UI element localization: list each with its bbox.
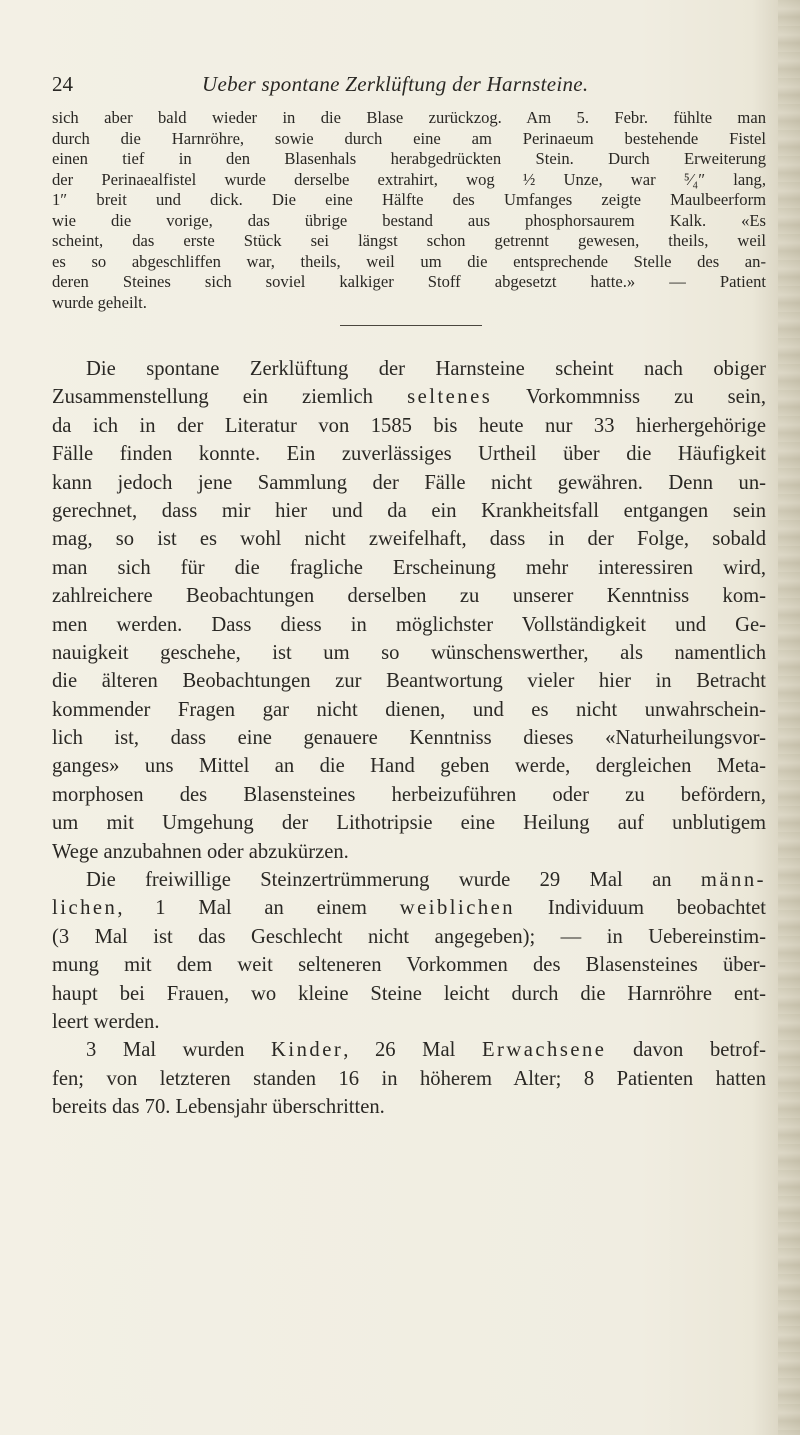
text-line: mag, so ist es wohl nicht zweifelhaft, dass in der Folge, sobald xyxy=(52,528,766,551)
text-line: die älteren Beobachtungen zur Beantwortung vieler hier in Betracht xyxy=(52,670,766,693)
page-number: 24 xyxy=(52,72,73,96)
case-line: 1″ breit und dick. Die eine Hälfte des Umfanges zeigte Maulbeerform xyxy=(52,190,766,209)
text-line: lichen, 1 Mal an einem weiblichen Individuum beobachtet xyxy=(52,897,766,920)
case-line: einen tief in den Blasenhals herabgedrückten Stein. Durch Erweiterung xyxy=(52,149,766,168)
text-line: da ich in der Literatur von 1585 bis heute nur 33 hierhergehörige xyxy=(52,414,766,437)
text-line: Die freiwillige Steinzertrümmerung wurde 29 Mal an männ- xyxy=(86,869,766,892)
case-line: wie die vorige, das übrige bestand aus phosphorsaurem Kalk. «Es xyxy=(52,210,766,230)
case-line: durch die Harnröhre, sowie durch eine am Perinaeum bestehende Fistel xyxy=(52,128,766,148)
text-line: Zusammenstellung ein ziemlich seltenes Vorkommniss zu sein, xyxy=(52,386,766,409)
text-line: (3 Mal ist das Geschlecht nicht angegeben); — in Uebereinstim- xyxy=(52,925,766,948)
text-line: Wege anzubahnen oder abzukürzen. xyxy=(52,840,349,863)
running-title: Ueber spontane Zerklüftung der Harnsteine. xyxy=(202,72,589,96)
case-line: deren Steines sich soviel kalkiger Stoff abgesetzt hatte.» — Patient xyxy=(52,272,766,291)
text-line: 3 Mal wurden Kinder, 26 Mal Erwachsene davon betrof- xyxy=(86,1039,766,1062)
text-line: ganges» uns Mittel an die Hand geben werde, dergleichen Meta- xyxy=(52,755,766,778)
text-line: lich ist, dass eine genauere Kenntniss dieses «Naturheilungsvor- xyxy=(52,727,766,750)
text-line: man sich für die fragliche Erscheinung mehr interessiren wird, xyxy=(52,556,766,579)
emphasis-seltenes: seltenes xyxy=(407,386,493,409)
text-line: bereits das 70. Lebensjahr überschritten. xyxy=(52,1096,385,1119)
emphasis-maennlichen: männ- xyxy=(700,869,766,892)
emphasis-lichen: lichen xyxy=(52,897,118,920)
text-line: Fälle finden konnte. Ein zuverlässiges Urtheil über die Häufigkeit xyxy=(52,443,766,466)
text-line: nauigkeit geschehe, ist um so wünschenswerther, als namentlich xyxy=(52,641,766,664)
text-line: haupt bei Frauen, wo kleine Steine leicht durch die Harnröhre ent- xyxy=(52,982,766,1005)
text-line: men werden. Dass diess in möglichster Vollständigkeit und Ge- xyxy=(52,613,766,636)
case-line: der Perinaealfistel wurde derselbe extrahirt, wog ½ Unze, war ⁵⁄₄″ lang, xyxy=(52,169,766,189)
page-edge-shadow xyxy=(778,0,800,1435)
text-line: um mit Umgehung der Lithotripsie eine Heilung auf unblutigem xyxy=(52,812,766,835)
text-line: mung mit dem weit selteneren Vorkommen des Blasensteines über- xyxy=(52,954,766,977)
text-line: morphosen des Blasensteines herbeizuführen oder zu befördern, xyxy=(52,783,766,806)
text-line: fen; von letzteren standen 16 in höherem Alter; 8 Patienten hatten xyxy=(52,1067,766,1090)
case-line: scheint, das erste Stück sei längst schon getrennt gewesen, theils, weil xyxy=(52,231,766,250)
emphasis-weiblichen: weiblichen xyxy=(399,897,516,920)
text-line: kann jedoch jene Sammlung der Fälle nicht gewähren. Denn un- xyxy=(52,471,766,494)
case-line: sich aber bald wieder in die Blase zurückzog. Am 5. Febr. fühlte man xyxy=(52,108,766,127)
section-divider xyxy=(340,325,482,326)
text-line: gerechnet, dass mir hier und da ein Krankheitsfall entgangen sein xyxy=(52,499,766,522)
main-text xyxy=(52,355,766,1122)
emphasis-kinder: Kinder xyxy=(271,1039,344,1062)
emphasis-erwachsene: Erwachsene xyxy=(481,1039,607,1062)
case-line: wurde geheilt. xyxy=(52,292,147,312)
text-line: kommender Fragen gar nicht dienen, und es nicht unwahrschein- xyxy=(52,698,766,721)
case-line: es so abgeschliffen war, theils, weil um die entsprechende Stelle des an- xyxy=(52,251,766,271)
case-report-paragraph xyxy=(52,108,766,313)
page-header xyxy=(52,72,752,100)
text-line: zahlreichere Beobachtungen derselben zu unserer Kenntniss kom- xyxy=(52,585,766,608)
text-line: Die spontane Zerklüftung der Harnsteine scheint nach obiger xyxy=(86,358,766,380)
text-line: leert werden. xyxy=(52,1010,160,1033)
